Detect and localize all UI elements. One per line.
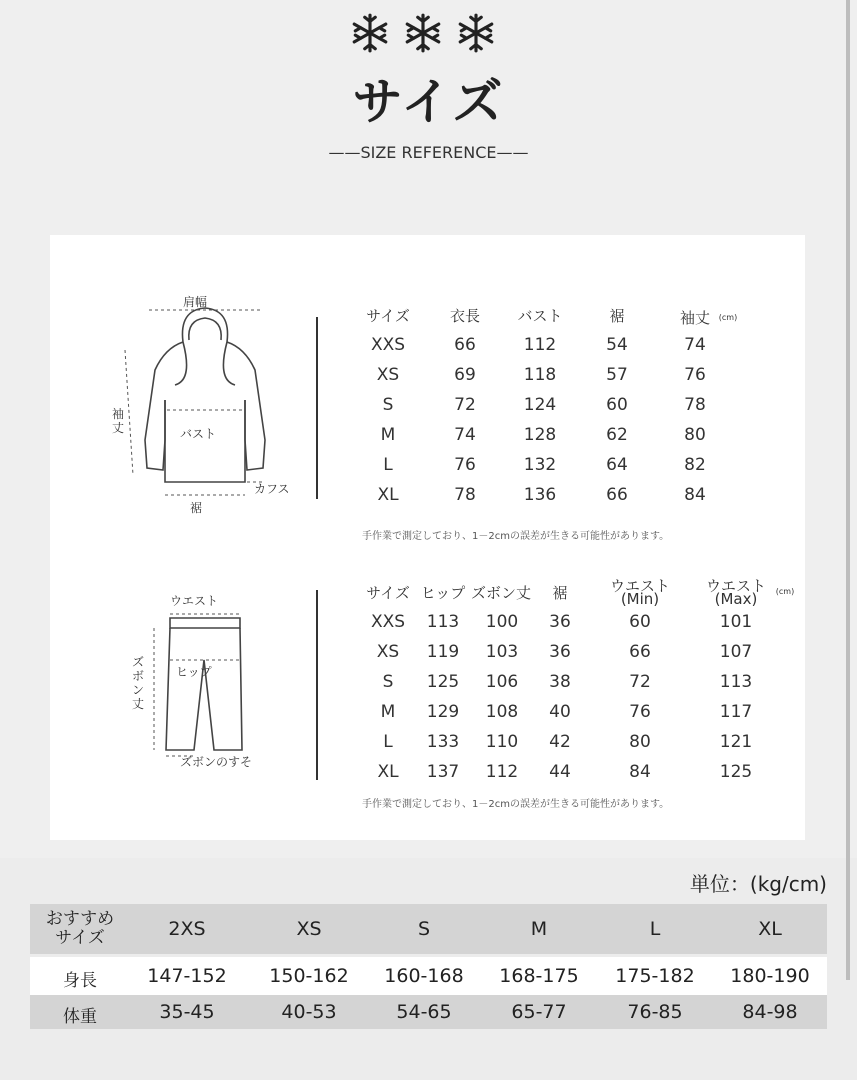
jacket-outline-icon bbox=[135, 290, 275, 490]
snowflake-icon bbox=[455, 12, 497, 58]
recommend-row-label: 身長 bbox=[63, 971, 97, 991]
jacket-table-cell: 66 bbox=[606, 485, 628, 505]
recommend-cell: 35-45 bbox=[159, 1001, 215, 1023]
jacket-table-cell: 69 bbox=[454, 365, 476, 385]
jacket-table-cell: 76 bbox=[684, 365, 706, 385]
recommend-cell: 175-182 bbox=[615, 965, 695, 987]
pants-table-cell: 108 bbox=[485, 702, 519, 722]
size-chart-panel bbox=[50, 235, 805, 840]
jacket-table-cell: 62 bbox=[606, 425, 628, 445]
jacket-table-cell: XXS bbox=[370, 335, 406, 355]
jacket-table-cell: XL bbox=[377, 485, 399, 505]
header-waist-max-sub: (Max) bbox=[714, 590, 758, 608]
pants-table-cell: 113 bbox=[426, 612, 460, 632]
label-bust: バスト bbox=[180, 427, 217, 441]
page-subtitle: ——SIZE REFERENCE—— bbox=[328, 143, 529, 162]
recommend-cell: L bbox=[649, 918, 661, 940]
pants-table-cell: 107 bbox=[719, 642, 753, 662]
recommend-cell: 84-98 bbox=[742, 1001, 798, 1023]
pants-table-cell: 121 bbox=[719, 732, 753, 752]
label-waist: ウエスト bbox=[170, 594, 219, 608]
label-pants-hem: ズボンのすそ bbox=[180, 755, 253, 769]
recommend-row-height bbox=[30, 957, 827, 995]
jacket-table-cell: 54 bbox=[606, 335, 628, 355]
recommend-cell: 2XS bbox=[168, 918, 206, 940]
snowflake-row bbox=[349, 12, 497, 58]
header-waist-max: ウエスト bbox=[705, 577, 766, 595]
pants-table-cell: L bbox=[383, 732, 393, 752]
jacket-table-cell: 76 bbox=[454, 455, 476, 475]
jacket-table-cell: 112 bbox=[523, 335, 557, 355]
pants-table-cell: 40 bbox=[549, 702, 571, 722]
recommend-cell: XS bbox=[296, 918, 322, 940]
header-bust: バスト bbox=[517, 307, 563, 325]
recommend-cell: XL bbox=[758, 918, 782, 940]
jacket-table-cell: 128 bbox=[523, 425, 557, 445]
header-sleeve: 袖丈 bbox=[679, 309, 710, 327]
recommend-cell: 160-168 bbox=[384, 965, 464, 987]
jacket-table-cell: 132 bbox=[523, 455, 557, 475]
jacket-table-cell: 66 bbox=[454, 335, 476, 355]
jacket-table-cell: 78 bbox=[454, 485, 476, 505]
snowflake-icon bbox=[349, 12, 391, 58]
jacket-diagram bbox=[135, 290, 275, 494]
pants-table-cell: 103 bbox=[485, 642, 519, 662]
jacket-table-cell: 74 bbox=[454, 425, 476, 445]
pants-table-cell: 106 bbox=[485, 672, 519, 692]
pants-table-cell: 72 bbox=[629, 672, 651, 692]
pants-table-cell: 36 bbox=[549, 612, 571, 632]
jacket-table-cell: 72 bbox=[454, 395, 476, 415]
pants-table-cell: 119 bbox=[426, 642, 460, 662]
recommend-cell: 76-85 bbox=[627, 1001, 683, 1023]
pants-table-cell: 117 bbox=[719, 702, 753, 722]
pants-table-cell: M bbox=[380, 702, 396, 722]
pants-table-cell: 36 bbox=[549, 642, 571, 662]
label-pants-length: ズボン丈 bbox=[132, 655, 145, 711]
jacket-table-cell: 82 bbox=[684, 455, 706, 475]
jacket-table-cell: 64 bbox=[606, 455, 628, 475]
recommend-cell: 168-175 bbox=[499, 965, 579, 987]
jacket-table-cell: 136 bbox=[523, 485, 557, 505]
pants-table-cell: 125 bbox=[719, 762, 753, 782]
pants-table-cell: 76 bbox=[629, 702, 651, 722]
pants-table-cell: 44 bbox=[549, 762, 571, 782]
label-hip: ヒップ bbox=[176, 665, 212, 679]
pants-table-cell: XL bbox=[377, 762, 399, 782]
pants-diagram bbox=[160, 610, 250, 764]
pants-table-cell: S bbox=[382, 672, 394, 692]
recommend-header-label-line2: サイズ bbox=[55, 928, 105, 948]
header-waist-min-sub: (Min) bbox=[620, 590, 660, 608]
header-unit: (cm) bbox=[718, 313, 738, 322]
page-title: サイズ bbox=[352, 73, 505, 131]
pants-table-cell: 113 bbox=[719, 672, 753, 692]
unit-label: 単位：(kg/cm) bbox=[689, 872, 827, 896]
recommend-cell: 150-162 bbox=[269, 965, 349, 987]
pants-table-cell: 137 bbox=[426, 762, 460, 782]
pants-table-cell: 42 bbox=[549, 732, 571, 752]
jacket-table-cell: 57 bbox=[606, 365, 628, 385]
recommend-header-label-line1: おすすめ bbox=[45, 909, 115, 929]
pants-table-cell: 80 bbox=[629, 732, 651, 752]
pants-table-cell: 84 bbox=[629, 762, 651, 782]
recommend-cell: 65-77 bbox=[511, 1001, 567, 1023]
jacket-table-cell: S bbox=[382, 395, 394, 415]
label-shoulder: 肩幅 bbox=[183, 295, 208, 309]
label-hem: 裾 bbox=[190, 501, 203, 515]
header-size: サイズ bbox=[366, 584, 410, 602]
pants-table-cell: 129 bbox=[426, 702, 460, 722]
recommend-cell: 147-152 bbox=[147, 965, 227, 987]
jacket-table-cell: 60 bbox=[606, 395, 628, 415]
pants-table-cell: 60 bbox=[629, 612, 651, 632]
jacket-table-cell: 80 bbox=[684, 425, 706, 445]
header-size: サイズ bbox=[366, 307, 410, 325]
pants-table-cell: 66 bbox=[629, 642, 651, 662]
pants-outline-icon bbox=[160, 610, 250, 760]
header-hip: ヒップ bbox=[420, 584, 466, 602]
recommend-row-label: 体重 bbox=[63, 1007, 97, 1027]
header-waist-min: ウエスト bbox=[609, 577, 670, 595]
recommend-cell: 40-53 bbox=[281, 1001, 337, 1023]
recommend-cell: M bbox=[530, 918, 548, 940]
jacket-table-cell: 74 bbox=[684, 335, 706, 355]
recommend-cell: 180-190 bbox=[730, 965, 810, 987]
pants-table-cell: 38 bbox=[549, 672, 571, 692]
jacket-table-cell: XS bbox=[376, 365, 400, 385]
divider-bottom bbox=[316, 590, 318, 780]
recommend-cell: 54-65 bbox=[396, 1001, 452, 1023]
recommend-header-label bbox=[30, 910, 130, 948]
header-hem: 裾 bbox=[552, 584, 568, 602]
label-cuffs: カフス bbox=[254, 482, 290, 496]
header-pants-length: ズボン丈 bbox=[470, 584, 531, 602]
pants-table-cell: XXS bbox=[370, 612, 406, 632]
header-unit: (cm) bbox=[775, 587, 795, 596]
jacket-table-cell: L bbox=[383, 455, 393, 475]
pants-table-cell: 133 bbox=[426, 732, 460, 752]
jacket-table-cell: 118 bbox=[523, 365, 557, 385]
jacket-table-cell: 124 bbox=[523, 395, 557, 415]
jacket-table-cell: 78 bbox=[684, 395, 706, 415]
pants-table-cell: 101 bbox=[719, 612, 753, 632]
pants-table-cell: 125 bbox=[426, 672, 460, 692]
pants-table-cell: 112 bbox=[485, 762, 519, 782]
jacket-table-cell: M bbox=[380, 425, 396, 445]
top-table-note: 手作業で測定しており、1－2cmの誤差が生きる可能性があります。 bbox=[362, 531, 670, 542]
recommend-row-weight bbox=[30, 995, 827, 1029]
header-hem: 裾 bbox=[609, 307, 625, 325]
divider-top bbox=[316, 317, 318, 499]
recommend-cell: S bbox=[417, 918, 431, 940]
header-length: 衣長 bbox=[449, 307, 480, 325]
snowflake-icon bbox=[402, 12, 444, 58]
bottom-table-note: 手作業で測定しており、1－2cmの誤差が生きる可能性があります。 bbox=[362, 799, 670, 810]
pants-table-cell: 110 bbox=[485, 732, 519, 752]
pants-table-cell: XS bbox=[376, 642, 400, 662]
recommend-header-row bbox=[30, 904, 827, 954]
pants-table-cell: 100 bbox=[485, 612, 519, 632]
jacket-table-cell: 84 bbox=[684, 485, 706, 505]
label-sleeve: 袖丈 bbox=[112, 407, 125, 435]
